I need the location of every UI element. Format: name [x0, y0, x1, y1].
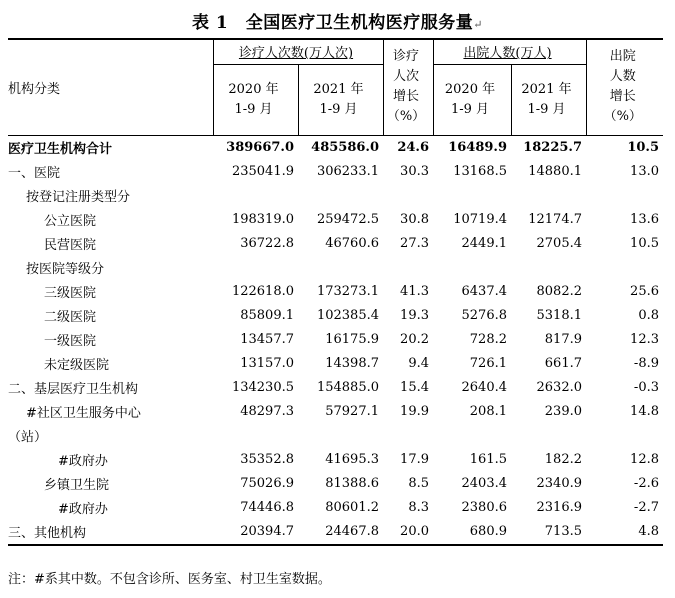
table-row — [8, 280, 663, 304]
visits-growth-cell: 9.4 — [408, 356, 429, 371]
discharge-2020-cell: 208.1 — [469, 404, 507, 419]
visits-2020-cell: 74446.8 — [240, 500, 294, 515]
header-discharge-2021-year: 2021 年 — [521, 81, 572, 97]
visits-2021-cell: 24467.8 — [298, 520, 383, 545]
paragraph-mark-icon: ↵ — [473, 18, 483, 31]
header-discharge-group-text: 出院人数(万人) — [463, 46, 552, 62]
visits-growth-cell: 41.3 — [400, 284, 429, 299]
discharge-growth-cell: 13.6 — [630, 212, 659, 227]
discharge-2021-cell: 2705.4 — [536, 236, 582, 251]
discharge-2021-cell: 2340.9 — [536, 476, 582, 491]
row-label: #社区卫生服务中心 — [26, 406, 141, 421]
discharge-growth-cell: 10.5 — [627, 140, 659, 155]
discharge-2021-cell: 8082.2 — [536, 284, 582, 299]
visits-growth-cell: 20.2 — [400, 332, 429, 347]
discharge-2020-cell: 2640.4 — [461, 380, 507, 395]
discharge-2020-cell — [433, 424, 511, 448]
visits-growth-cell: 30.8 — [400, 212, 429, 227]
discharge-2021-cell: 817.9 — [544, 332, 582, 347]
discharge-growth-cell: -2.6 — [633, 476, 659, 491]
discharge-growth-cell: 14.8 — [630, 404, 659, 419]
visits-growth-cell — [383, 256, 433, 280]
row-label: 二级医院 — [44, 310, 97, 325]
visits-2020-cell: 35352.8 — [240, 452, 294, 467]
header-visits-growth — [383, 39, 433, 135]
discharge-growth-cell: 25.6 — [630, 284, 659, 299]
visits-2020-cell — [213, 424, 298, 448]
visits-2021-cell: 81388.6 — [325, 476, 379, 491]
visits-2021-cell — [298, 184, 383, 208]
visits-growth-cell: 24.6 — [397, 140, 429, 155]
discharge-2020-cell: 728.2 — [469, 332, 507, 347]
visits-growth-cell: 30.3 — [400, 164, 429, 179]
discharge-growth-cell: 0.8 — [638, 308, 659, 323]
visits-2021-cell: 14398.7 — [325, 356, 379, 371]
discharge-growth-cell: -2.7 — [633, 500, 659, 515]
header-row-groups — [8, 39, 663, 64]
header-visits-growth-line-4: （%） — [386, 109, 426, 125]
header-discharge-2021-months: 1-9 月 — [527, 101, 566, 117]
row-label: #政府办 — [58, 454, 108, 469]
row-label: （站） — [8, 430, 48, 445]
discharge-2021-cell: 661.7 — [544, 356, 582, 371]
header-visits-group-text: 诊疗人次数(万人次) — [238, 46, 354, 62]
discharge-2020-cell: 161.5 — [469, 452, 507, 467]
header-visits-growth-line-3: 增长 — [392, 89, 419, 105]
visits-growth-cell: 8.3 — [408, 500, 429, 515]
discharge-growth-cell: 4.8 — [586, 520, 663, 545]
discharge-2021-cell: 182.2 — [544, 452, 582, 467]
row-label: 医疗卫生机构合计 — [8, 142, 113, 157]
visits-2021-cell: 259472.5 — [316, 212, 379, 227]
table-row — [8, 135, 663, 160]
row-label: 二、基层医疗卫生机构 — [8, 382, 139, 397]
visits-2020-cell — [213, 256, 298, 280]
discharge-2021-cell: 239.0 — [544, 404, 582, 419]
header-discharge-2020-year: 2020 年 — [444, 81, 496, 97]
visits-2021-cell: 16175.9 — [325, 332, 379, 347]
header-discharge-growth-line-2: 人数 — [609, 69, 636, 85]
row-label: 一级医院 — [44, 334, 97, 349]
table-row — [8, 472, 663, 496]
header-discharge-group — [433, 39, 586, 64]
footnote: 注：#系其中数。不包含诊所、医务室、村卫生室数据。 — [8, 572, 331, 587]
discharge-2020-cell — [433, 256, 511, 280]
header-visits-growth-line-2: 人次 — [392, 69, 419, 85]
table-row — [8, 448, 663, 472]
discharge-2021-cell: 14880.1 — [528, 164, 582, 179]
table-row — [8, 184, 663, 208]
discharge-2020-cell: 6437.4 — [461, 284, 507, 299]
discharge-2020-cell: 680.9 — [433, 520, 511, 545]
header-discharge-growth-line-3: 增长 — [609, 89, 636, 105]
visits-growth-cell: 8.5 — [408, 476, 429, 491]
row-label: 一、医院 — [8, 166, 61, 181]
discharge-growth-cell: 12.8 — [630, 452, 659, 467]
discharge-2020-cell — [433, 184, 511, 208]
visits-2020-cell: 20394.7 — [213, 520, 298, 545]
discharge-2021-cell: 2316.9 — [536, 500, 582, 515]
table-title-text: 表 1 全国医疗卫生机构医疗服务量 — [192, 13, 474, 33]
discharge-growth-cell: 12.3 — [630, 332, 659, 347]
visits-2021-cell — [298, 256, 383, 280]
row-label: 三、其他机构 — [8, 520, 213, 545]
visits-2021-cell: 41695.3 — [325, 452, 379, 467]
row-label: 民营医院 — [44, 238, 97, 253]
discharge-2020-cell: 10719.4 — [453, 212, 507, 227]
visits-2021-cell: 306233.1 — [316, 164, 379, 179]
header-visits-2020-months: 1-9 月 — [234, 101, 273, 117]
discharge-growth-cell — [586, 256, 663, 280]
header-discharge-growth-line-4: （%） — [603, 109, 642, 125]
visits-2020-cell: 198319.0 — [231, 212, 294, 227]
discharge-2020-cell: 2449.1 — [461, 236, 507, 251]
table-title — [0, 8, 675, 33]
row-label: 公立医院 — [44, 214, 97, 229]
table-row — [8, 232, 663, 256]
visits-2020-cell: 48297.3 — [240, 404, 294, 419]
discharge-2021-cell — [511, 424, 586, 448]
table-row — [8, 160, 663, 184]
table-row — [8, 304, 663, 328]
discharge-2020-cell: 5276.8 — [461, 308, 507, 323]
visits-2021-cell: 80601.2 — [325, 500, 379, 515]
visits-growth-cell: 19.9 — [400, 404, 429, 419]
visits-2021-cell — [298, 424, 383, 448]
discharge-2021-cell: 18225.7 — [523, 140, 582, 155]
row-label: 按登记注册类型分 — [26, 190, 131, 205]
header-discharge-growth — [586, 39, 663, 135]
table-row — [8, 400, 663, 424]
visits-growth-cell: 19.3 — [400, 308, 429, 323]
header-discharge-2020 — [433, 64, 511, 135]
visits-2020-cell: 134230.5 — [231, 380, 294, 395]
header-visits-2021 — [298, 64, 383, 135]
visits-2020-cell: 389667.0 — [226, 140, 294, 155]
discharge-2020-cell: 16489.9 — [448, 140, 507, 155]
header-discharge-2021 — [511, 64, 586, 135]
header-discharge-2020-months: 1-9 月 — [450, 101, 490, 117]
visits-growth-cell — [383, 184, 433, 208]
discharge-2021-cell: 12174.7 — [528, 212, 582, 227]
visits-growth-cell: 17.9 — [400, 452, 429, 467]
table-row — [8, 256, 663, 280]
header-category — [8, 39, 213, 135]
header-category-text: 机构分类 — [8, 81, 61, 97]
row-label: 三级医院 — [44, 286, 97, 301]
visits-2021-cell: 154885.0 — [316, 380, 379, 395]
table-row — [8, 496, 663, 520]
visits-growth-cell: 15.4 — [400, 380, 429, 395]
header-visits-2020 — [213, 64, 298, 135]
discharge-2020-cell: 2380.6 — [461, 500, 507, 515]
discharge-2021-cell: 713.5 — [511, 520, 586, 545]
row-label: 未定级医院 — [44, 358, 110, 373]
discharge-growth-cell — [586, 184, 663, 208]
discharge-2021-cell: 5318.1 — [536, 308, 582, 323]
discharge-2020-cell: 2403.4 — [461, 476, 507, 491]
visits-2020-cell: 36722.8 — [240, 236, 294, 251]
visits-2021-cell: 485586.0 — [311, 140, 379, 155]
table-row — [8, 376, 663, 400]
discharge-2021-cell — [511, 184, 586, 208]
visits-2021-cell: 173273.1 — [316, 284, 379, 299]
row-label: #政府办 — [58, 502, 108, 517]
table-row — [8, 520, 663, 545]
discharge-2020-cell: 726.1 — [469, 356, 507, 371]
medical-services-table — [8, 38, 663, 546]
table-row — [8, 424, 663, 448]
visits-growth-cell: 20.0 — [383, 520, 433, 545]
header-visits-2021-months: 1-9 月 — [319, 101, 358, 117]
header-visits-group — [213, 39, 383, 64]
header-visits-2020-year: 2020 年 — [228, 81, 279, 97]
visits-2020-cell: 85809.1 — [240, 308, 294, 323]
discharge-growth-cell: 13.0 — [630, 164, 659, 179]
table-row — [8, 352, 663, 376]
visits-2020-cell: 75026.9 — [240, 476, 294, 491]
visits-2020-cell: 235041.9 — [231, 164, 294, 179]
table-row — [8, 208, 663, 232]
header-visits-2021-year: 2021 年 — [313, 81, 364, 97]
visits-growth-cell: 27.3 — [400, 236, 429, 251]
visits-2020-cell: 122618.0 — [231, 284, 294, 299]
visits-2021-cell: 102385.4 — [316, 308, 379, 323]
row-label: 按医院等级分 — [26, 262, 105, 277]
discharge-growth-cell — [586, 424, 663, 448]
row-label: 乡镇卫生院 — [44, 478, 110, 493]
visits-2020-cell — [213, 184, 298, 208]
header-visits-growth-line-1: 诊疗 — [392, 49, 419, 65]
visits-2021-cell: 57927.1 — [325, 404, 379, 419]
visits-2021-cell: 46760.6 — [325, 236, 379, 251]
discharge-growth-cell: 10.5 — [630, 236, 659, 251]
discharge-2020-cell: 13168.5 — [453, 164, 507, 179]
visits-2020-cell: 13157.0 — [240, 356, 294, 371]
discharge-growth-cell: -8.9 — [633, 356, 659, 371]
table-row — [8, 328, 663, 352]
visits-2020-cell: 13457.7 — [240, 332, 294, 347]
discharge-growth-cell: -0.3 — [633, 380, 659, 395]
header-discharge-growth-line-1: 出院 — [609, 49, 636, 65]
visits-growth-cell — [383, 424, 433, 448]
discharge-2021-cell: 2632.0 — [536, 380, 582, 395]
discharge-2021-cell — [511, 256, 586, 280]
